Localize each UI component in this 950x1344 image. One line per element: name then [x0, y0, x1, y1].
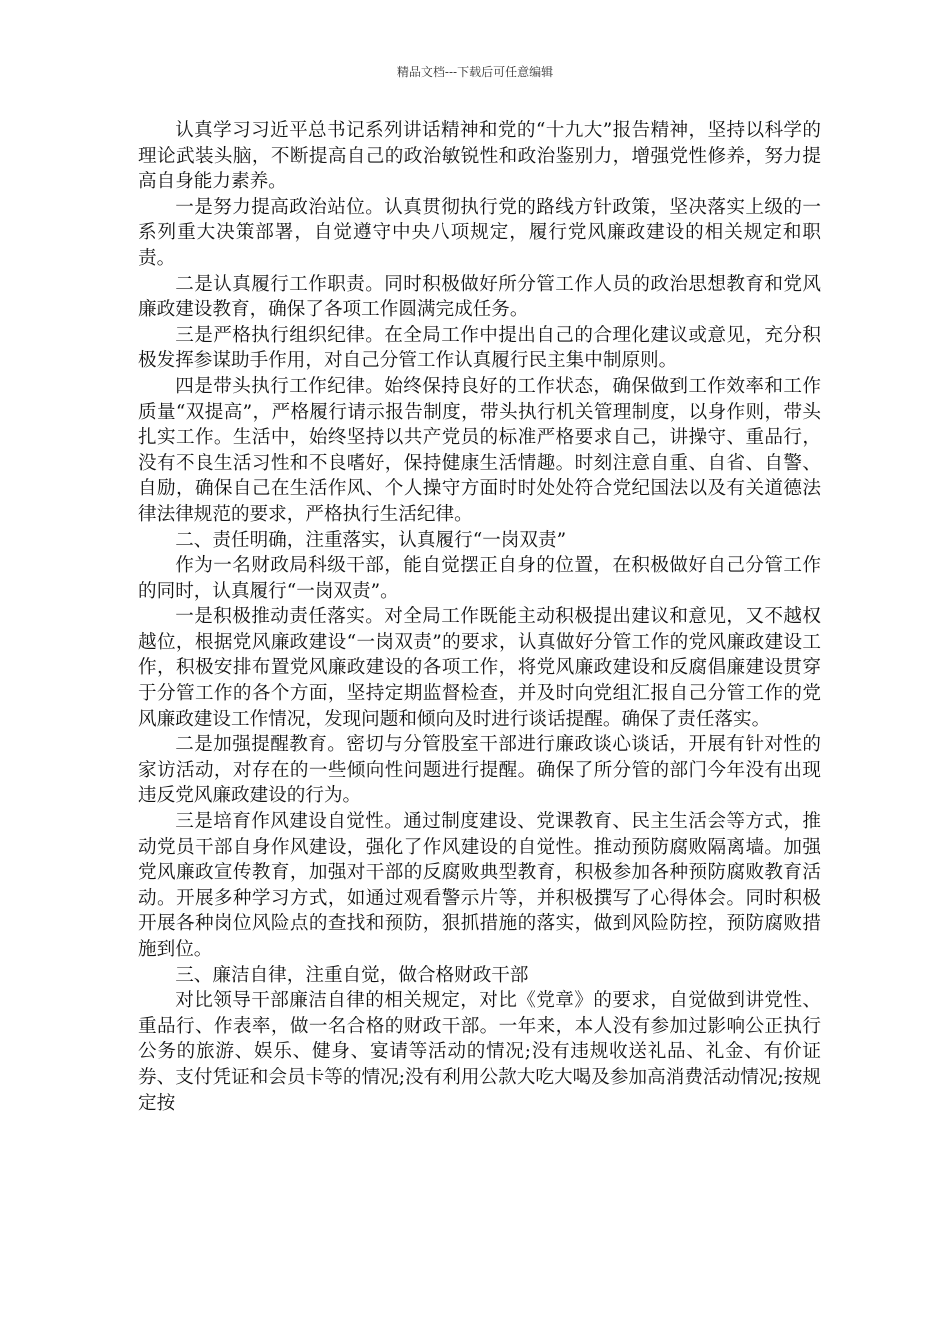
paragraph: 认真学习习近平总书记系列讲话精神和党的“十九大”报告精神，坚持以科学的理论武装头脑，不断提高自己的政治敏锐性和政治鉴别力，增强党性修养，努力提高自身能力素养。 [138, 120, 821, 193]
paragraph: 三是严格执行组织纪律。在全局工作中提出自己的合理化建议或意见，充分积极发挥参谋助手作用，对自己分管工作认真履行民主集中制原则。 [138, 324, 821, 372]
paragraph: 一是积极推动责任落实。对全局工作既能主动积极提出建议和意见，又不越权越位，根据党风廉政建设“一岗双责”的要求，认真做好分管工作的党风廉政建设工作，积极安排布置党风廉政建设的各项工作，将党风廉政建设和反腐倡廉建设贯穿于分管工作的各个方面，坚持定期监督检查，并及时向党组汇报自己分管工作的党风廉政建设工作情况，发现问题和倾向及时进行谈话提醒。确保了责任落实。 [138, 606, 821, 730]
page-header: 精品文档---下载后可任意编辑 [396, 65, 554, 79]
section-heading: 二、责任明确，注重落实，认真履行“一岗双责” [175, 529, 567, 551]
paragraph: 作为一名财政局科级干部，能自觉摆正自身的位置，在积极做好自己分管工作的同时，认真履行“一岗双责”。 [138, 555, 821, 602]
paragraph: 对比领导干部廉洁自律的相关规定，对比《党章》的要求，自觉做到讲党性、重品行、作表率，做一名合格的财政干部。一年来，本人没有参加过影响公正执行公务的旅游、娱乐、健身、宴请等活动的情况;没有违规收送礼品、礼金、有价证券、支付凭证和会员卡等的情况;没有利用公款大吃大喝及参加高消费活动情况;按规定按 [138, 990, 821, 1114]
document-body [138, 118, 821, 1116]
paragraph: 二是认真履行工作职责。同时积极做好所分管工作人员的政治思想教育和党风廉政建设教育，确保了各项工作圆满完成任务。 [138, 273, 821, 321]
paragraph: 一是努力提高政治站位。认真贯彻执行党的路线方针政策，坚决落实上级的一系列重大决策部署，自觉遵守中央八项规定，履行党风廉政建设的相关规定和职责。 [138, 196, 821, 269]
paragraph: 三是培育作风建设自觉性。通过制度建设、党课教育、民主生活会等方式，推动党员干部自身作风建设，强化了作风建设的自觉性。推动预防腐败隔离墙。加强党风廉政宣传教育，加强对干部的反腐败典型教育，积极参加各种预防腐败教育活动。开展多种学习方式，如通过观看警示片等，并积极撰写了心得体会。同时积极开展各种岗位风险点的查找和预防，狠抓措施的落实，做到风险防控，预防腐败措施到位。 [138, 811, 821, 960]
section-heading: 三、廉洁自律，注重自觉，做合格财政干部 [175, 964, 529, 986]
paragraph: 四是带头执行工作纪律。始终保持良好的工作状态，确保做到工作效率和工作质量“双提高”，严格履行请示报告制度，带头执行机关管理制度，以身作则，带头扎实工作。生活中，始终坚持以共产党员的标准严格要求自己，讲操守、重品行，没有不良生活习性和不良嗜好，保持健康生活情趣。时刻注意自重、自省、自警、自励，确保自己在生活作风、个人操守方面时时处处符合党纪国法以及有关道德法律法律规范的要求，严格执行生活纪律。 [138, 375, 821, 525]
paragraph: 二是加强提醒教育。密切与分管股室干部进行廉政谈心谈话，开展有针对性的家访活动，对存在的一些倾向性问题进行提醒。确保了所分管的部门今年没有出现违反党风廉政建设的行为。 [138, 734, 821, 807]
